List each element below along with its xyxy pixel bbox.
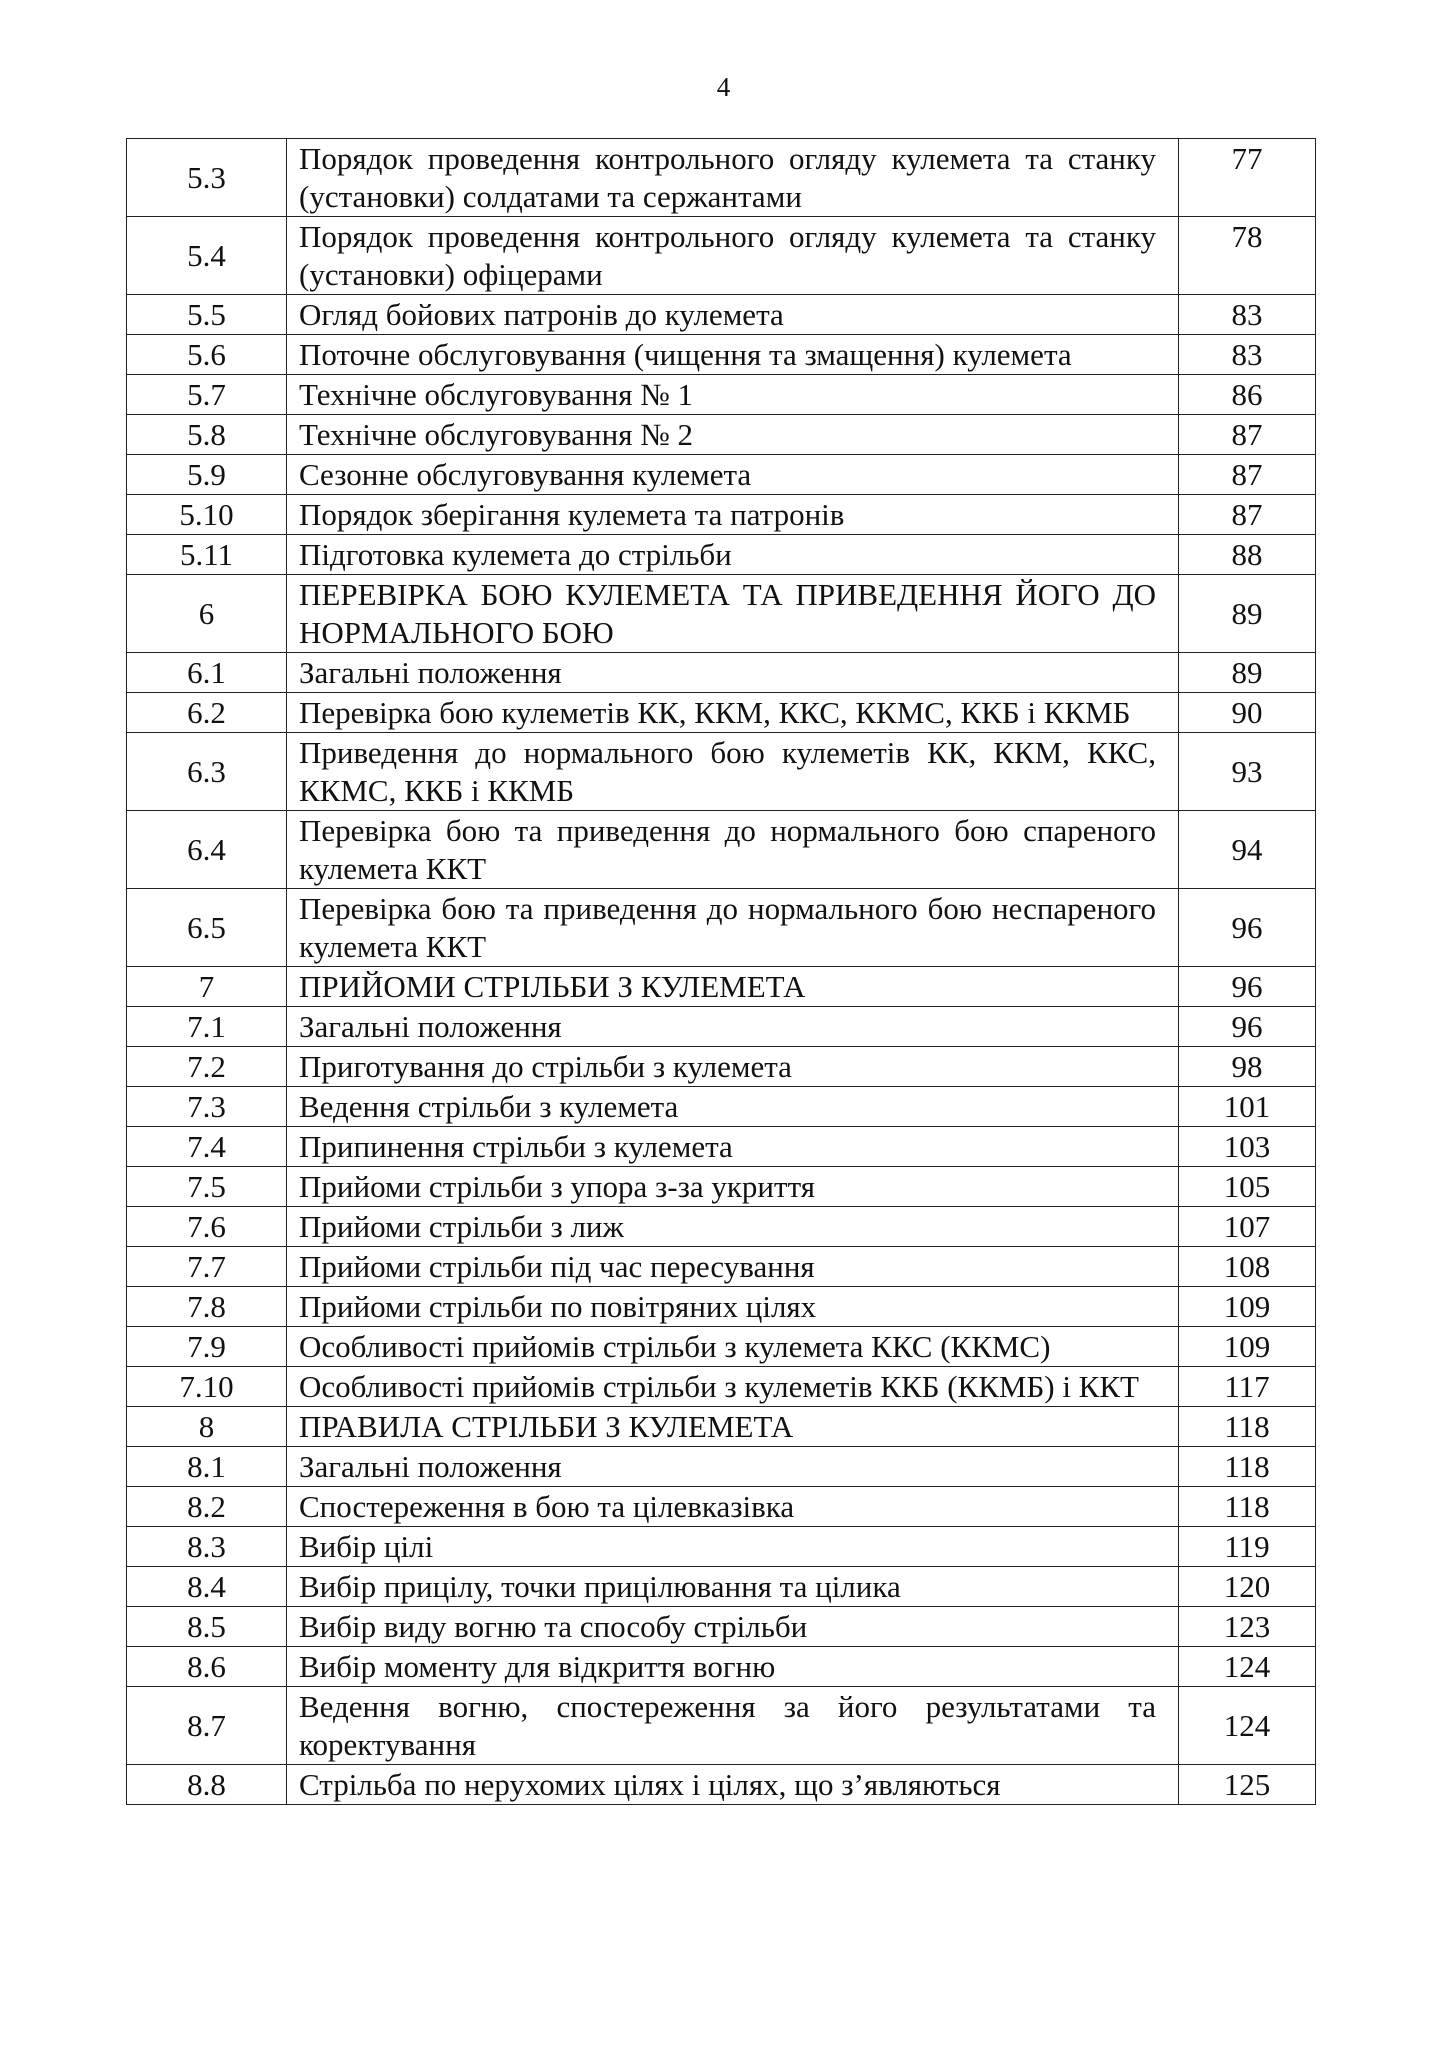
section-number: 7 <box>127 967 287 1007</box>
toc-row <box>127 653 1316 693</box>
page-ref: 109 <box>1179 1287 1316 1327</box>
section-title: Поточне обслуговування (чищення та змащення) кулемета <box>287 335 1179 375</box>
toc-row <box>127 1367 1316 1407</box>
page-ref: 124 <box>1179 1647 1316 1687</box>
page-ref: 118 <box>1179 1447 1316 1487</box>
section-number: 5.4 <box>127 217 287 295</box>
page-ref: 117 <box>1179 1367 1316 1407</box>
toc-row <box>127 1647 1316 1687</box>
section-title: ПРАВИЛА СТРІЛЬБИ З КУЛЕМЕТА <box>287 1407 1179 1447</box>
page-ref: 78 <box>1179 217 1316 295</box>
section-number: 8.7 <box>127 1687 287 1765</box>
section-number: 7.3 <box>127 1087 287 1127</box>
section-title: Порядок проведення контрольного огляду кулемета та станку (установки) офіцерами <box>287 217 1179 295</box>
section-title: Загальні положення <box>287 1447 1179 1487</box>
toc-row <box>127 733 1316 811</box>
section-number: 6.5 <box>127 889 287 967</box>
page-ref: 89 <box>1179 653 1316 693</box>
page-ref: 88 <box>1179 535 1316 575</box>
toc-row <box>127 1167 1316 1207</box>
toc-row <box>127 1007 1316 1047</box>
section-number: 6.1 <box>127 653 287 693</box>
section-number: 7.7 <box>127 1247 287 1287</box>
section-number: 5.7 <box>127 375 287 415</box>
section-title: Загальні положення <box>287 653 1179 693</box>
page-ref: 109 <box>1179 1327 1316 1367</box>
section-number: 8.3 <box>127 1527 287 1567</box>
section-title: Припинення стрільби з кулемета <box>287 1127 1179 1167</box>
page-number: 4 <box>716 72 731 102</box>
section-number: 5.10 <box>127 495 287 535</box>
section-number: 6 <box>127 575 287 653</box>
section-title: Ведення вогню, спостереження за його результатами та коректування <box>287 1687 1179 1765</box>
section-number: 5.11 <box>127 535 287 575</box>
section-title: ПЕРЕВІРКА БОЮ КУЛЕМЕТА ТА ПРИВЕДЕННЯ ЙОГО ДО НОРМАЛЬНОГО БОЮ <box>287 575 1179 653</box>
section-title: Приведення до нормального бою кулеметів КК, ККМ, ККС, ККМС, ККБ і ККМБ <box>287 733 1179 811</box>
section-number: 7.10 <box>127 1367 287 1407</box>
section-number: 5.3 <box>127 139 287 217</box>
section-title: Прийоми стрільби по повітряних цілях <box>287 1287 1179 1327</box>
toc-row <box>127 1127 1316 1167</box>
section-number: 7.2 <box>127 1047 287 1087</box>
section-title: Вибір моменту для відкриття вогню <box>287 1647 1179 1687</box>
page-ref: 89 <box>1179 575 1316 653</box>
section-number: 7.4 <box>127 1127 287 1167</box>
section-number: 5.9 <box>127 455 287 495</box>
section-title: Технічне обслуговування № 2 <box>287 415 1179 455</box>
toc-body <box>127 139 1316 1805</box>
toc-row <box>127 455 1316 495</box>
toc-row <box>127 693 1316 733</box>
toc-row <box>127 1247 1316 1287</box>
toc-row <box>127 1327 1316 1367</box>
section-title: Прийоми стрільби з лиж <box>287 1207 1179 1247</box>
toc-row <box>127 1765 1316 1805</box>
section-number: 8.5 <box>127 1607 287 1647</box>
section-title: Особливості прийомів стрільби з кулеметів ККБ (ККМБ) і ККТ <box>287 1367 1179 1407</box>
page-ref: 87 <box>1179 455 1316 495</box>
section-title: ПРИЙОМИ СТРІЛЬБИ З КУЛЕМЕТА <box>287 967 1179 1007</box>
section-number: 8.8 <box>127 1765 287 1805</box>
toc-row <box>127 495 1316 535</box>
section-title: Прийоми стрільби під час пересування <box>287 1247 1179 1287</box>
page-ref: 94 <box>1179 811 1316 889</box>
page-ref: 87 <box>1179 495 1316 535</box>
toc-row <box>127 1687 1316 1765</box>
section-title: Стрільба по нерухомих цілях і цілях, що з’являються <box>287 1765 1179 1805</box>
page-ref: 103 <box>1179 1127 1316 1167</box>
section-number: 7.6 <box>127 1207 287 1247</box>
page-ref: 96 <box>1179 889 1316 967</box>
section-number: 7.5 <box>127 1167 287 1207</box>
table-of-contents <box>126 138 1316 1805</box>
page-ref: 119 <box>1179 1527 1316 1567</box>
toc-row <box>127 375 1316 415</box>
page-ref: 96 <box>1179 967 1316 1007</box>
page-ref: 90 <box>1179 693 1316 733</box>
toc-row <box>127 1207 1316 1247</box>
section-number: 5.6 <box>127 335 287 375</box>
section-title: Спостереження в бою та цілевказівка <box>287 1487 1179 1527</box>
section-title: Перевірка бою та приведення до нормального бою спареного кулемета ККТ <box>287 811 1179 889</box>
page-ref: 101 <box>1179 1087 1316 1127</box>
toc-row <box>127 889 1316 967</box>
toc-row <box>127 811 1316 889</box>
section-number: 7.9 <box>127 1327 287 1367</box>
section-title: Перевірка бою кулеметів КК, ККМ, ККС, ККМС, ККБ і ККМБ <box>287 693 1179 733</box>
section-title: Приготування до стрільби з кулемета <box>287 1047 1179 1087</box>
page-ref: 83 <box>1179 295 1316 335</box>
section-number: 8.4 <box>127 1567 287 1607</box>
section-title: Підготовка кулемета до стрільби <box>287 535 1179 575</box>
section-number: 6.3 <box>127 733 287 811</box>
section-number: 7.8 <box>127 1287 287 1327</box>
page-ref: 93 <box>1179 733 1316 811</box>
page-ref: 105 <box>1179 1167 1316 1207</box>
page-ref: 87 <box>1179 415 1316 455</box>
toc-row <box>127 967 1316 1007</box>
page-ref: 108 <box>1179 1247 1316 1287</box>
toc-row <box>127 1607 1316 1647</box>
toc-row <box>127 335 1316 375</box>
toc-row <box>127 139 1316 217</box>
section-number: 8.6 <box>127 1647 287 1687</box>
toc-row <box>127 1407 1316 1447</box>
page-ref: 118 <box>1179 1407 1316 1447</box>
section-title: Особливості прийомів стрільби з кулемета ККС (ККМС) <box>287 1327 1179 1367</box>
page-ref: 125 <box>1179 1765 1316 1805</box>
section-title: Вибір цілі <box>287 1527 1179 1567</box>
toc-row <box>127 1567 1316 1607</box>
section-number: 8 <box>127 1407 287 1447</box>
toc-row <box>127 1527 1316 1567</box>
page-ref: 118 <box>1179 1487 1316 1527</box>
toc-row <box>127 535 1316 575</box>
toc-row <box>127 217 1316 295</box>
section-title: Загальні положення <box>287 1007 1179 1047</box>
page-ref: 98 <box>1179 1047 1316 1087</box>
toc-row <box>127 415 1316 455</box>
toc-row <box>127 1087 1316 1127</box>
section-title: Технічне обслуговування № 1 <box>287 375 1179 415</box>
section-number: 5.8 <box>127 415 287 455</box>
toc-row <box>127 1047 1316 1087</box>
section-title: Перевірка бою та приведення до нормального бою неспареного кулемета ККТ <box>287 889 1179 967</box>
section-title: Ведення стрільби з кулемета <box>287 1087 1179 1127</box>
toc-row <box>127 575 1316 653</box>
section-number: 8.1 <box>127 1447 287 1487</box>
section-title: Сезонне обслуговування кулемета <box>287 455 1179 495</box>
section-number: 7.1 <box>127 1007 287 1047</box>
page-ref: 83 <box>1179 335 1316 375</box>
section-number: 5.5 <box>127 295 287 335</box>
section-title: Порядок зберігання кулемета та патронів <box>287 495 1179 535</box>
page-ref: 107 <box>1179 1207 1316 1247</box>
toc-row <box>127 1487 1316 1527</box>
toc-row <box>127 1447 1316 1487</box>
section-title: Вибір прицілу, точки прицілювання та цілика <box>287 1567 1179 1607</box>
toc-row <box>127 1287 1316 1327</box>
toc-row <box>127 295 1316 335</box>
section-number: 6.2 <box>127 693 287 733</box>
page-ref: 77 <box>1179 139 1316 217</box>
page-ref: 124 <box>1179 1687 1316 1765</box>
page-ref: 123 <box>1179 1607 1316 1647</box>
section-title: Огляд бойових патронів до кулемета <box>287 295 1179 335</box>
page-ref: 86 <box>1179 375 1316 415</box>
page-ref: 120 <box>1179 1567 1316 1607</box>
section-title: Прийоми стрільби з упора з-за укриття <box>287 1167 1179 1207</box>
section-number: 6.4 <box>127 811 287 889</box>
section-title: Вибір виду вогню та способу стрільби <box>287 1607 1179 1647</box>
section-title: Порядок проведення контрольного огляду кулемета та станку (установки) солдатами та сержантами <box>287 139 1179 217</box>
page-ref: 96 <box>1179 1007 1316 1047</box>
section-number: 8.2 <box>127 1487 287 1527</box>
